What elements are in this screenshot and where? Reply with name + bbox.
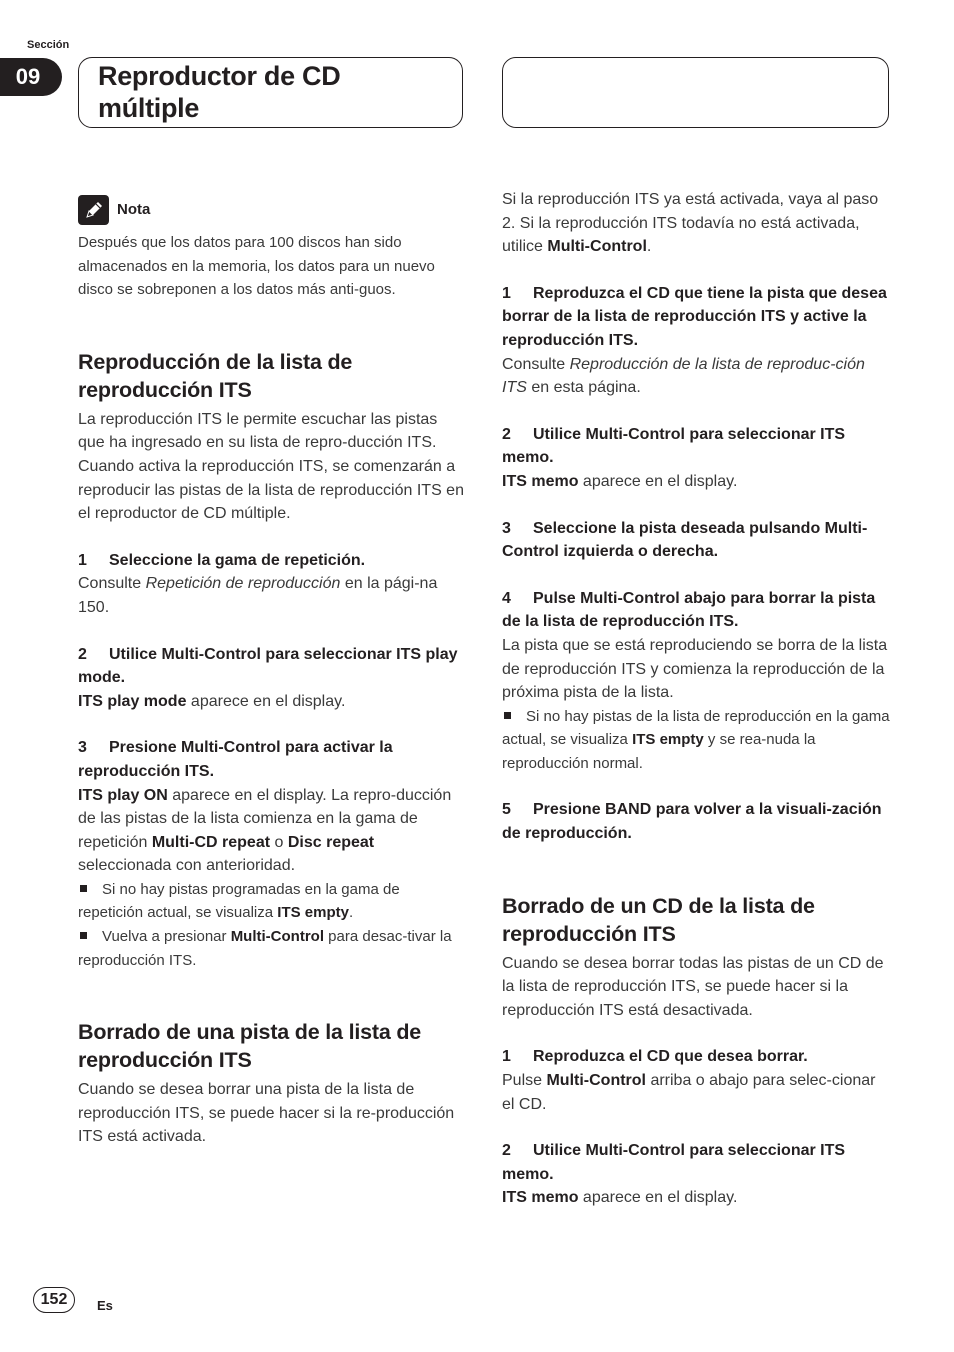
bullet-square-icon (80, 885, 87, 892)
note-header (78, 195, 464, 225)
step-heading: 1 Reproduzca el CD que desea borrar. (502, 1048, 808, 1066)
step-heading: 2 Utilice Multi-Control para seleccionar ITS memo. (502, 425, 846, 467)
bullet-square-icon (80, 932, 87, 939)
bullet-item: Si no hay pistas de la lista de reproducción en la gama actual, se visualiza ITS empty y se rea-nuda la reproducción normal. (502, 707, 890, 772)
bullet-item: Vuelva a presionar Multi-Control para desac-tivar la reproducción ITS. (78, 928, 452, 969)
bullet-item: Si no hay pistas programadas en la gama de repetición actual, se visualiza ITS empty. (78, 880, 400, 922)
step-heading: 4 Pulse Multi-Control abajo para borrar la pista de la lista de reproducción ITS. (502, 589, 876, 631)
section-label: Sección (27, 39, 70, 51)
section-heading-its-playback: Reproducción de la lista de reproducción ITS (78, 349, 353, 402)
step-heading: 2 Utilice Multi-Control para seleccionar ITS memo. (502, 1142, 846, 1183)
step-body: Pulse Multi-Control arriba o abajo para selec-cionar el CD. (502, 1072, 876, 1113)
title-box (78, 57, 463, 128)
page-number: 152 (33, 1287, 75, 1313)
step-body: ITS play mode aparece en el display. (78, 692, 346, 710)
step-heading: 1 Reproduzca el CD que tiene la pista que desea borrar de la lista de reproducción ITS y active la reproducción ITS. (502, 284, 887, 349)
note-text: Después que los datos para 100 discos han sido almacenados en la memoria, los datos para un nuevo disco se sobreponen a los datos más anti-guos. (78, 234, 435, 299)
step-heading: 3 Seleccione la pista deseada pulsando Multi-Control izquierda o derecha. (502, 519, 868, 561)
step-heading: 5 Presione BAND para volver a la visuali-zación de reproducción. (502, 801, 882, 843)
section-number-tab: 09 (0, 58, 62, 96)
bullet-square-icon (504, 712, 511, 719)
section-heading-delete-cd: Borrado de un CD de la lista de reproducción ITS (502, 893, 815, 946)
step-body: ITS memo aparece en el display. (502, 1189, 738, 1207)
left-column (78, 195, 464, 1149)
language-code: Es (97, 1298, 113, 1313)
right-intro: Si la reproducción ITS ya está activada, vaya al paso 2. Si la reproducción ITS todavía no está activada, utilice Multi-Control. (502, 191, 879, 256)
its-playback-intro: La reproducción ITS le permite escuchar las pistas que ha ingresado en su lista de repro-ducción ITS. Cuando activa la reproducción ITS, se comenzarán a reproducir las pistas de la lista de reproducción ITS en el reproductor de CD múltiple. (78, 410, 464, 523)
step-heading: 2 Utilice Multi-Control para seleccionar ITS play mode. (78, 645, 458, 687)
step-body: Consulte Reproducción de la lista de reproduc-ción ITS en esta página. (502, 355, 865, 397)
note-label: Nota (117, 201, 151, 219)
delete-track-intro: Cuando se desea borrar una pista de la lista de reproducción ITS, se puede hacer si la re-producción ITS está activada. (78, 1081, 455, 1146)
step-body: Consulte Repetición de reproducción en la pági-na 150. (78, 575, 438, 616)
empty-header-box (502, 57, 889, 128)
step-heading: 3 Presione Multi-Control para activar la reproducción ITS. (78, 739, 393, 780)
pencil-icon (78, 195, 109, 225)
section-heading-delete-track: Borrado de una pista de la lista de reproducción ITS (78, 1020, 422, 1073)
step-heading: 1 Seleccione la gama de repetición. (78, 551, 366, 569)
step-body: La pista que se está reproduciendo se borra de la lista de reproducción ITS y comienza la reproducción de la próxima pista de la lista. (502, 636, 888, 702)
right-column (502, 188, 890, 1210)
step-body: ITS play ON aparece en el display. La repro-ducción de las pistas de la lista comienza en la gama de repetición Multi-CD repeat o Disc repeat seleccionada con anterioridad. (78, 786, 452, 875)
delete-cd-intro: Cuando se desea borrar todas las pistas de un CD de la lista de reproducción ITS, se puede hacer si la reproducción ITS está desactivada. (502, 954, 884, 1019)
page-title: Reproductor de CD múltiple (98, 61, 341, 123)
step-body: ITS memo aparece en el display. (502, 472, 738, 490)
